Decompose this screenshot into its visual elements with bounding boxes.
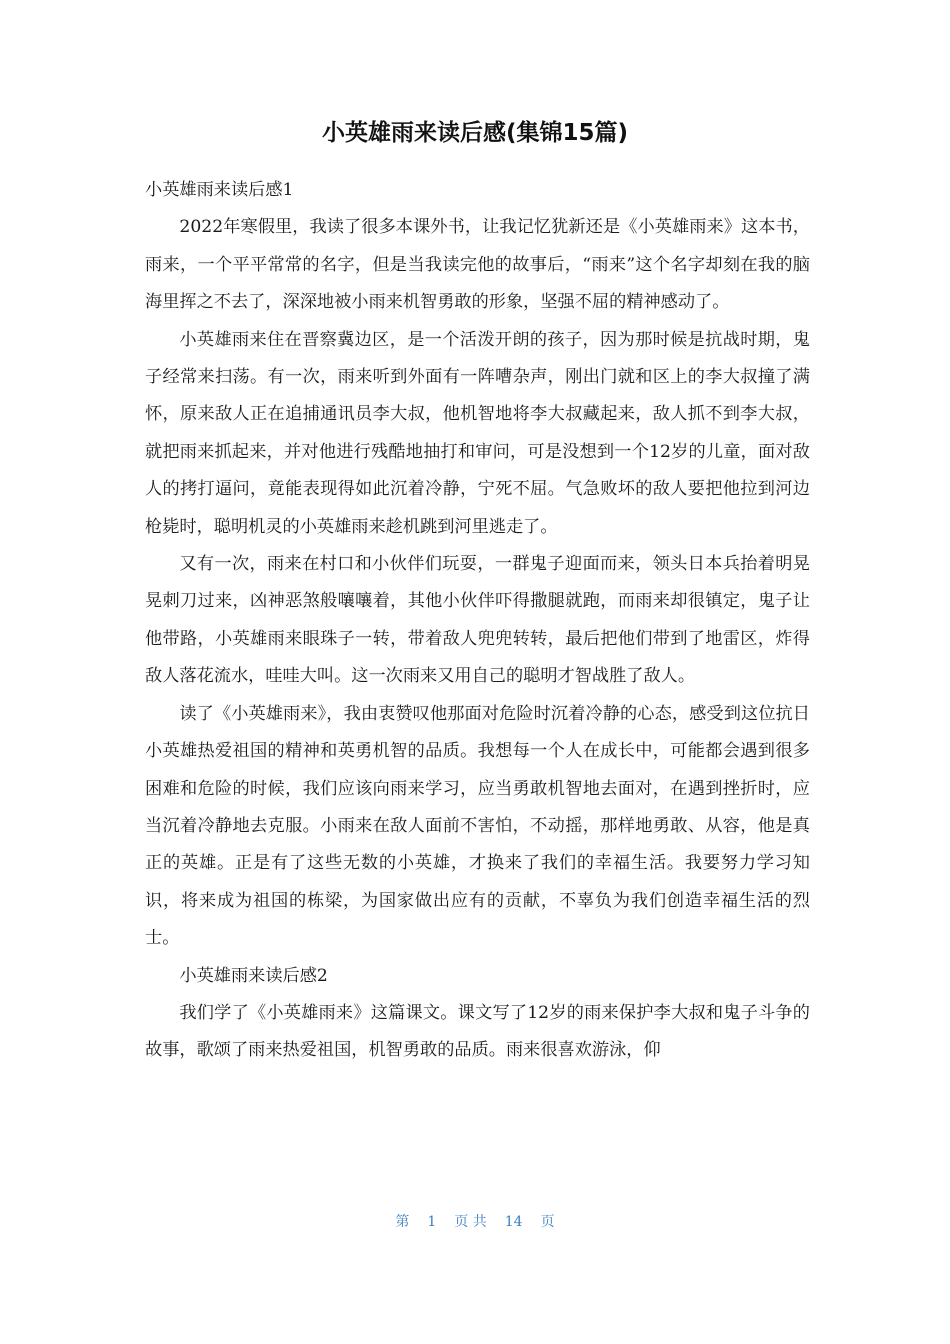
document-body (145, 172, 810, 1070)
paragraph: 2022年寒假里，我读了很多本课外书，让我记忆犹新还是《小英雄雨来》这本书，雨来，一个平平常常的名字，但是当我读完他的故事后，“雨来”这个名字却刻在我的脑海里挥之不去了，深深地被小雨来机智勇敢的形象，坚强不屈的精神感动了。 (145, 217, 810, 313)
paragraph: 读了《小英雄雨来》，我由衷赞叹他那面对危险时沉着冷静的心态，感受到这位抗日小英雄热爱祖国的精神和英勇机智的品质。我想每一个人在成长中，可能都会遇到很多困难和危险的时候，我们应该向雨来学习，应当勇敢机智地去面对，在遇到挫折时，应当沉着冷静地去克服。小雨来在敌人面前不害怕，不动摇，那样地勇敢、从容，他是真正的英雄。正是有了这些无数的小英雄，才换来了我们的幸福生活。我要努力学习知识，将来成为祖国的栋梁，为国家做出应有的贡献，不辜负为我们创造幸福生活的烈士。 (145, 703, 810, 949)
paragraph: 我们学了《小英雄雨来》这篇课文。课文写了12岁的雨来保护李大叔和鬼子斗争的故事，歌颂了雨来热爱祖国，机智勇敢的品质。雨来很喜欢游泳，仰 (145, 1002, 810, 1061)
total-pages-number: 14 (504, 1214, 523, 1230)
section-heading: 小英雄雨来读后感1 (145, 180, 294, 200)
paragraph: 小英雄雨来住在晋察冀边区，是一个活泼开朗的孩子，因为那时候是抗战时期，鬼子经常来扫荡。有一次，雨来听到外面有一阵嘈杂声，刚出门就和区上的李大叔撞了满怀，原来敌人正在追捕通讯员李大叔，他机智地将李大叔藏起来，敌人抓不到李大叔，就把雨来抓起来，并对他进行残酷地抽打和审问，可是没想到一个12岁的儿童，面对敌人的拷打逼问，竟能表现得如此沉着冷静，宁死不屈。气急败坏的敌人要把他拉到河边枪毙时，聪明机灵的小英雄雨来趁机跳到河里逃走了。 (145, 329, 810, 537)
page-label-prefix: 第 (395, 1214, 410, 1230)
current-page-number: 1 (427, 1214, 437, 1230)
paragraph: 又有一次，雨来在村口和小伙伴们玩耍，一群鬼子迎面而来，领头日本兵抬着明晃晃刺刀过来，凶神恶煞般嚷嚷着，其他小伙伴吓得撒腿就跑，而雨来却很镇定，鬼子让他带路，小英雄雨来眼珠子一转，带着敌人兜兜转转，最后把他们带到了地雷区，炸得敌人落花流水，哇哇大叫。这一次雨来又用自己的聪明才智战胜了敌人。 (145, 554, 810, 687)
page-label-middle: 页 共 (454, 1214, 487, 1230)
page-title: 小英雄雨来读后感(集锦15篇) (321, 120, 629, 146)
section-heading: 小英雄雨来读后感2 (179, 965, 328, 986)
page-footer (0, 1210, 950, 1234)
page-label-suffix: 页 (540, 1214, 555, 1230)
